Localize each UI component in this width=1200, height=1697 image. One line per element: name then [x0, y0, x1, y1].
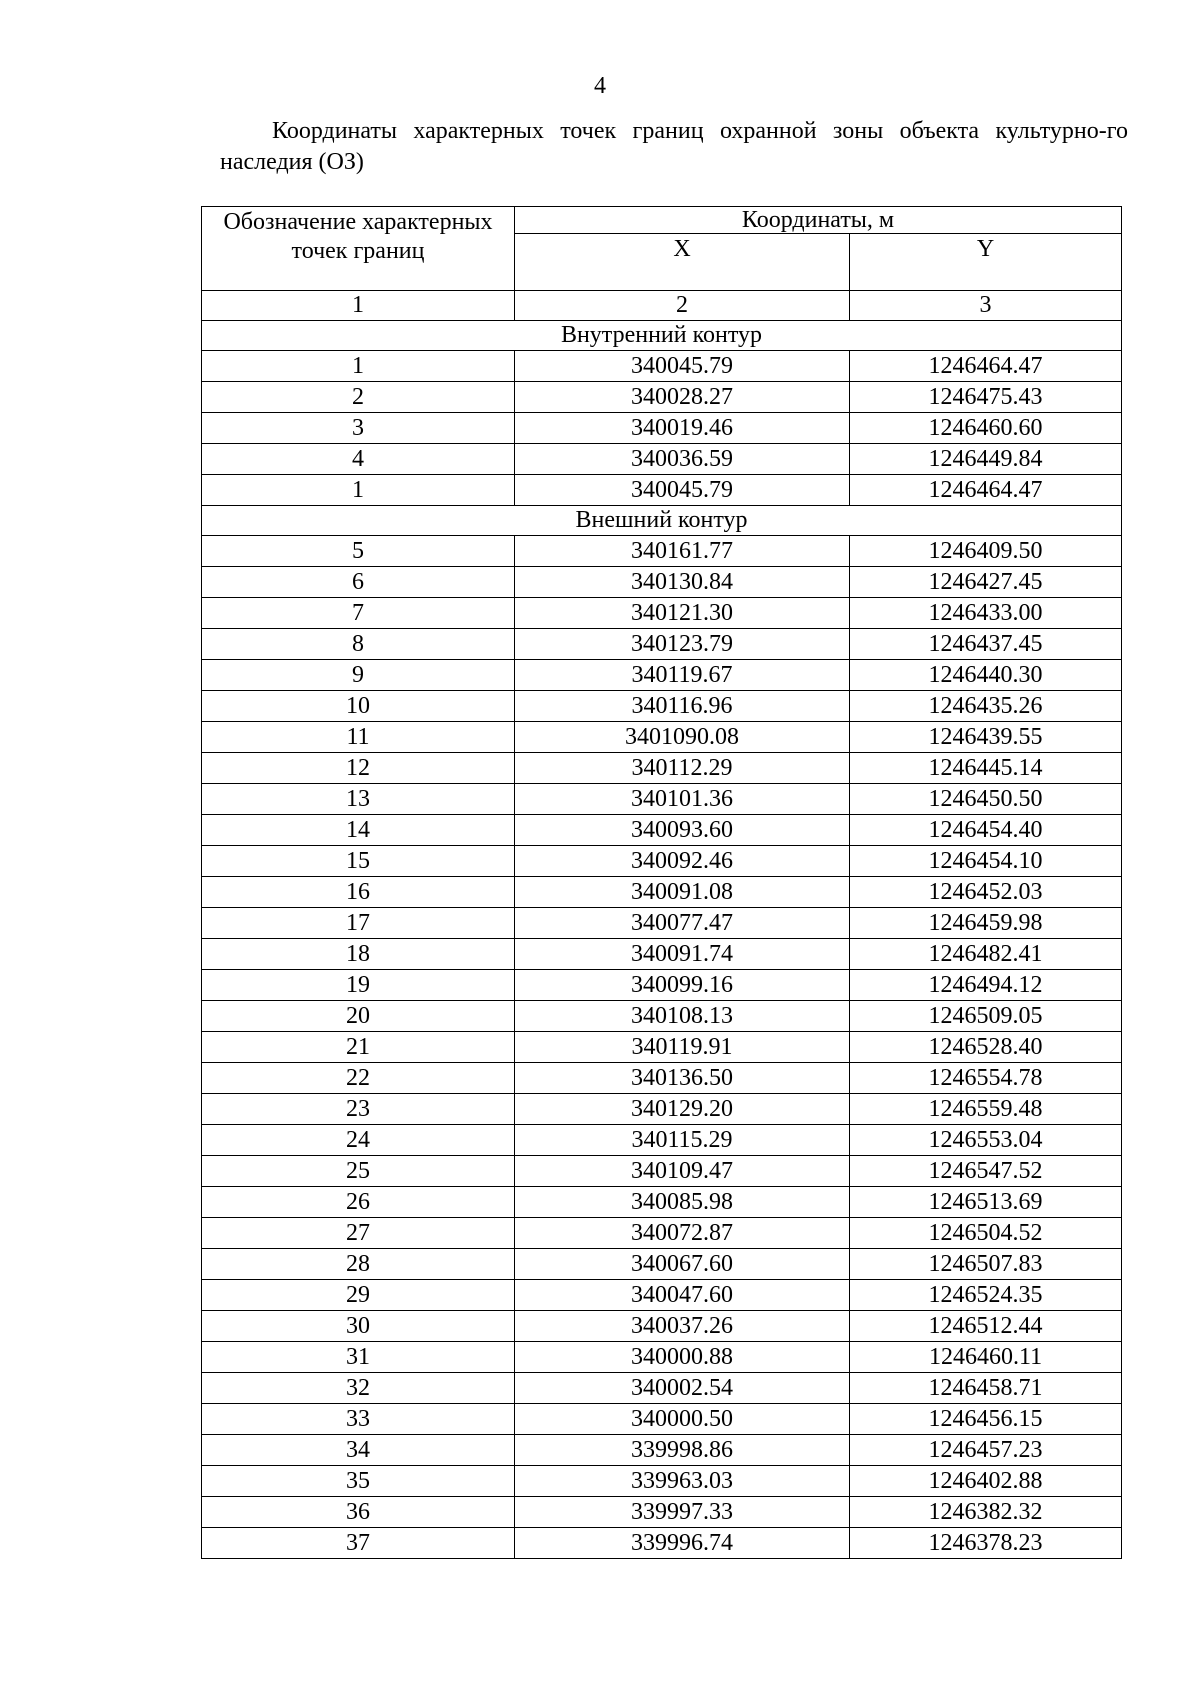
y-coordinate-cell: 1246427.45	[850, 567, 1122, 598]
y-coordinate-cell: 1246528.40	[850, 1032, 1122, 1063]
point-number-cell: 12	[202, 753, 515, 784]
column-number: 3	[850, 291, 1122, 321]
x-coordinate-cell: 340093.60	[515, 815, 850, 846]
point-number-cell: 34	[202, 1435, 515, 1466]
y-coordinate-cell: 1246460.11	[850, 1342, 1122, 1373]
point-number-cell: 36	[202, 1497, 515, 1528]
x-coordinate-cell: 340099.16	[515, 970, 850, 1001]
point-number-cell: 19	[202, 970, 515, 1001]
y-coordinate-cell: 1246450.50	[850, 784, 1122, 815]
point-number-cell: 20	[202, 1001, 515, 1032]
y-coordinate-cell: 1246507.83	[850, 1249, 1122, 1280]
point-number-cell: 29	[202, 1280, 515, 1311]
x-coordinate-cell: 340036.59	[515, 444, 850, 475]
x-coordinate-cell: 340002.54	[515, 1373, 850, 1404]
x-coordinate-cell: 340130.84	[515, 567, 850, 598]
table-row	[202, 1466, 1122, 1497]
point-number-cell: 30	[202, 1311, 515, 1342]
y-coordinate-cell: 1246513.69	[850, 1187, 1122, 1218]
table-row	[202, 1187, 1122, 1218]
table-row	[202, 660, 1122, 691]
table-row	[202, 939, 1122, 970]
table-row	[202, 1528, 1122, 1559]
y-coordinate-cell: 1246457.23	[850, 1435, 1122, 1466]
point-number-cell: 6	[202, 567, 515, 598]
table-row	[202, 1156, 1122, 1187]
y-coordinate-cell: 1246512.44	[850, 1311, 1122, 1342]
y-coordinate-cell: 1246559.48	[850, 1094, 1122, 1125]
x-coordinate-cell: 340037.26	[515, 1311, 850, 1342]
point-number-cell: 15	[202, 846, 515, 877]
point-number-cell: 24	[202, 1125, 515, 1156]
point-number-cell: 21	[202, 1032, 515, 1063]
table-row	[202, 1373, 1122, 1404]
table-row	[202, 382, 1122, 413]
header-coordinates: Координаты, м	[515, 207, 1122, 234]
y-coordinate-cell: 1246475.43	[850, 382, 1122, 413]
y-coordinate-cell: 1246452.03	[850, 877, 1122, 908]
column-number: 2	[515, 291, 850, 321]
x-coordinate-cell: 339963.03	[515, 1466, 850, 1497]
x-coordinate-cell: 340000.50	[515, 1404, 850, 1435]
table-row	[202, 784, 1122, 815]
y-coordinate-cell: 1246454.40	[850, 815, 1122, 846]
table-row	[202, 1125, 1122, 1156]
point-number-cell: 28	[202, 1249, 515, 1280]
point-number-cell: 16	[202, 877, 515, 908]
x-coordinate-cell: 340091.74	[515, 939, 850, 970]
x-coordinate-cell: 340108.13	[515, 1001, 850, 1032]
header-y: Y	[850, 234, 1122, 291]
table-row	[202, 629, 1122, 660]
y-coordinate-cell: 1246554.78	[850, 1063, 1122, 1094]
table-row	[202, 1249, 1122, 1280]
point-number-cell: 25	[202, 1156, 515, 1187]
section-title: Внешний контур	[202, 506, 1122, 536]
y-coordinate-cell: 1246449.84	[850, 444, 1122, 475]
y-coordinate-cell: 1246382.32	[850, 1497, 1122, 1528]
y-coordinate-cell: 1246459.98	[850, 908, 1122, 939]
point-number-cell: 3	[202, 413, 515, 444]
x-coordinate-cell: 340092.46	[515, 846, 850, 877]
point-number-cell: 37	[202, 1528, 515, 1559]
point-number-cell: 18	[202, 939, 515, 970]
point-number-cell: 2	[202, 382, 515, 413]
point-number-cell: 7	[202, 598, 515, 629]
table-row	[202, 1497, 1122, 1528]
section-row	[202, 321, 1122, 351]
point-number-cell: 5	[202, 536, 515, 567]
point-number-cell: 35	[202, 1466, 515, 1497]
point-number-cell: 22	[202, 1063, 515, 1094]
point-number-cell: 33	[202, 1404, 515, 1435]
point-number-cell: 8	[202, 629, 515, 660]
x-coordinate-cell: 340067.60	[515, 1249, 850, 1280]
x-coordinate-cell: 340115.29	[515, 1125, 850, 1156]
point-number-cell: 11	[202, 722, 515, 753]
y-coordinate-cell: 1246553.04	[850, 1125, 1122, 1156]
x-coordinate-cell: 339996.74	[515, 1528, 850, 1559]
table-row	[202, 815, 1122, 846]
table-row	[202, 877, 1122, 908]
table-row	[202, 1280, 1122, 1311]
x-coordinate-cell: 340116.96	[515, 691, 850, 722]
y-coordinate-cell: 1246547.52	[850, 1156, 1122, 1187]
table-body	[202, 291, 1122, 1559]
table-row	[202, 1404, 1122, 1435]
point-number-cell: 32	[202, 1373, 515, 1404]
y-coordinate-cell: 1246464.47	[850, 475, 1122, 506]
x-coordinate-cell: 340077.47	[515, 908, 850, 939]
table-row	[202, 598, 1122, 629]
y-coordinate-cell: 1246454.10	[850, 846, 1122, 877]
x-coordinate-cell: 340121.30	[515, 598, 850, 629]
x-coordinate-cell: 340045.79	[515, 475, 850, 506]
table-row	[202, 691, 1122, 722]
point-number-cell: 13	[202, 784, 515, 815]
table-row	[202, 753, 1122, 784]
y-coordinate-cell: 1246402.88	[850, 1466, 1122, 1497]
y-coordinate-cell: 1246464.47	[850, 351, 1122, 382]
y-coordinate-cell: 1246378.23	[850, 1528, 1122, 1559]
coordinates-table	[201, 206, 1122, 1559]
point-number-cell: 1	[202, 475, 515, 506]
y-coordinate-cell: 1246439.55	[850, 722, 1122, 753]
column-number: 1	[202, 291, 515, 321]
table-row	[202, 536, 1122, 567]
point-number-cell: 4	[202, 444, 515, 475]
document-heading: Координаты характерных точек границ охранной зоны объекта культурно-го наследия (ОЗ)	[220, 118, 1128, 175]
x-coordinate-cell: 340112.29	[515, 753, 850, 784]
x-coordinate-cell: 340072.87	[515, 1218, 850, 1249]
table-header-row	[202, 207, 1122, 234]
y-coordinate-cell: 1246504.52	[850, 1218, 1122, 1249]
y-coordinate-cell: 1246458.71	[850, 1373, 1122, 1404]
table-row	[202, 351, 1122, 382]
point-number-cell: 17	[202, 908, 515, 939]
table-row	[202, 1218, 1122, 1249]
x-coordinate-cell: 340047.60	[515, 1280, 850, 1311]
x-coordinate-cell: 340129.20	[515, 1094, 850, 1125]
page-number: 4	[594, 73, 606, 99]
x-coordinate-cell: 340028.27	[515, 382, 850, 413]
point-number-cell: 14	[202, 815, 515, 846]
table-row	[202, 1032, 1122, 1063]
x-coordinate-cell: 339998.86	[515, 1435, 850, 1466]
table-row	[202, 1094, 1122, 1125]
point-number-cell: 9	[202, 660, 515, 691]
y-coordinate-cell: 1246494.12	[850, 970, 1122, 1001]
x-coordinate-cell: 340109.47	[515, 1156, 850, 1187]
x-coordinate-cell: 3401090.08	[515, 722, 850, 753]
y-coordinate-cell: 1246456.15	[850, 1404, 1122, 1435]
x-coordinate-cell: 340119.67	[515, 660, 850, 691]
y-coordinate-cell: 1246435.26	[850, 691, 1122, 722]
x-coordinate-cell: 340085.98	[515, 1187, 850, 1218]
x-coordinate-cell: 340136.50	[515, 1063, 850, 1094]
y-coordinate-cell: 1246460.60	[850, 413, 1122, 444]
point-number-cell: 23	[202, 1094, 515, 1125]
table-row	[202, 413, 1122, 444]
x-coordinate-cell: 340091.08	[515, 877, 850, 908]
y-coordinate-cell: 1246482.41	[850, 939, 1122, 970]
y-coordinate-cell: 1246509.05	[850, 1001, 1122, 1032]
point-number-cell: 1	[202, 351, 515, 382]
table-row	[202, 1001, 1122, 1032]
x-coordinate-cell: 340000.88	[515, 1342, 850, 1373]
column-number-row	[202, 291, 1122, 321]
y-coordinate-cell: 1246433.00	[850, 598, 1122, 629]
table-row	[202, 444, 1122, 475]
x-coordinate-cell: 340045.79	[515, 351, 850, 382]
header-point-designation: Обозначение характерных точек границ	[202, 207, 515, 291]
table-row	[202, 846, 1122, 877]
table-row	[202, 908, 1122, 939]
point-number-cell: 26	[202, 1187, 515, 1218]
header-x: X	[515, 234, 850, 291]
y-coordinate-cell: 1246445.14	[850, 753, 1122, 784]
table-row	[202, 1342, 1122, 1373]
x-coordinate-cell: 340119.91	[515, 1032, 850, 1063]
section-title: Внутренний контур	[202, 321, 1122, 351]
point-number-cell: 27	[202, 1218, 515, 1249]
table-row	[202, 722, 1122, 753]
point-number-cell: 31	[202, 1342, 515, 1373]
y-coordinate-cell: 1246524.35	[850, 1280, 1122, 1311]
point-number-cell: 10	[202, 691, 515, 722]
table-row	[202, 1311, 1122, 1342]
section-row	[202, 506, 1122, 536]
x-coordinate-cell: 340161.77	[515, 536, 850, 567]
x-coordinate-cell: 340101.36	[515, 784, 850, 815]
x-coordinate-cell: 339997.33	[515, 1497, 850, 1528]
x-coordinate-cell: 340019.46	[515, 413, 850, 444]
y-coordinate-cell: 1246409.50	[850, 536, 1122, 567]
y-coordinate-cell: 1246440.30	[850, 660, 1122, 691]
table-row	[202, 475, 1122, 506]
y-coordinate-cell: 1246437.45	[850, 629, 1122, 660]
table-row	[202, 1063, 1122, 1094]
table-row	[202, 567, 1122, 598]
table-row	[202, 970, 1122, 1001]
x-coordinate-cell: 340123.79	[515, 629, 850, 660]
table-row	[202, 1435, 1122, 1466]
